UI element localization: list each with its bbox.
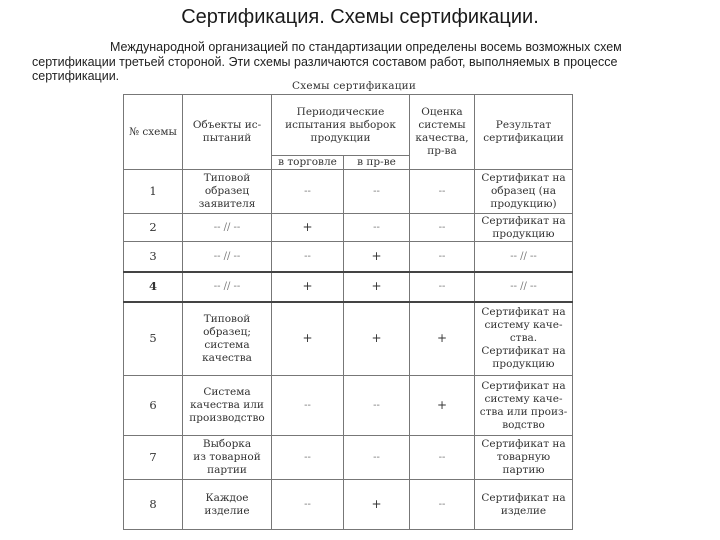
test-object: -- // -- xyxy=(183,272,272,302)
production-test-mark: + xyxy=(344,302,410,376)
trade-test-mark: + xyxy=(272,302,344,376)
quality-mark: -- xyxy=(410,214,475,242)
production-test-mark: -- xyxy=(344,214,410,242)
test-object: Типовой образец; система качества xyxy=(183,302,272,376)
table-row xyxy=(124,272,573,302)
production-test-mark: + xyxy=(344,242,410,272)
table-row xyxy=(124,214,573,242)
scheme-number: 3 xyxy=(124,242,183,272)
header-objects: Объекты ис- пытаний xyxy=(183,95,272,170)
header-scheme-no: № схемы xyxy=(124,95,183,170)
trade-test-mark: + xyxy=(272,214,344,242)
header-result: Результат сертификации xyxy=(475,95,573,170)
certification-result: Сертификат на изделие xyxy=(475,480,573,530)
production-test-mark: -- xyxy=(344,376,410,436)
header-in-trade: в торговле xyxy=(272,156,344,170)
certification-schemes-table xyxy=(123,94,573,530)
certification-result: Сертификат на товарную партию xyxy=(475,436,573,480)
table-caption: Схемы сертификации xyxy=(292,80,417,92)
slide-title: Сертификация. Схемы сертификации. xyxy=(181,6,539,28)
production-test-mark: -- xyxy=(344,436,410,480)
certification-result: Сертификат на продукцию xyxy=(475,214,573,242)
trade-test-mark: -- xyxy=(272,436,344,480)
production-test-mark: + xyxy=(344,480,410,530)
trade-test-mark: -- xyxy=(272,376,344,436)
intro-line-1: Международной организацией по стандартизации определены восемь возможных схем xyxy=(110,40,622,54)
scheme-number: 5 xyxy=(124,302,183,376)
quality-mark: -- xyxy=(410,242,475,272)
table-row xyxy=(124,480,573,530)
trade-test-mark: -- xyxy=(272,480,344,530)
intro-line-3: сертификации. xyxy=(32,69,120,83)
header-periodic-tests: Периодические испытания выборок продукции xyxy=(272,95,410,156)
certification-result: -- // -- xyxy=(475,242,573,272)
test-object: Выборка из товарной партии xyxy=(183,436,272,480)
test-object: Каждое изделие xyxy=(183,480,272,530)
quality-mark: -- xyxy=(410,480,475,530)
scheme-number: 6 xyxy=(124,376,183,436)
scheme-number: 2 xyxy=(124,214,183,242)
trade-test-mark: + xyxy=(272,272,344,302)
scheme-number: 8 xyxy=(124,480,183,530)
production-test-mark: -- xyxy=(344,170,410,214)
quality-mark: -- xyxy=(410,272,475,302)
quality-mark: -- xyxy=(410,436,475,480)
table-row xyxy=(124,242,573,272)
intro-paragraph xyxy=(32,40,700,84)
production-test-mark: + xyxy=(344,272,410,302)
table-row xyxy=(124,302,573,376)
certification-result: Сертификат на систему каче- ства. Сертификат на продукцию xyxy=(475,302,573,376)
scheme-number: 7 xyxy=(124,436,183,480)
trade-test-mark: -- xyxy=(272,170,344,214)
test-object: Система качества или производство xyxy=(183,376,272,436)
table-header-row xyxy=(124,95,573,156)
header-quality-assessment: Оценка системы качества, пр-ва xyxy=(410,95,475,170)
intro-line-2: сертификации третьей стороной. Эти схемы различаются составом работ, выполняемых в процессе xyxy=(32,54,618,69)
table-row xyxy=(124,376,573,436)
certification-result: -- // -- xyxy=(475,272,573,302)
test-object: Типовой образец заявителя xyxy=(183,170,272,214)
trade-test-mark: -- xyxy=(272,242,344,272)
quality-mark: -- xyxy=(410,170,475,214)
certification-result: Сертификат на систему каче- ства или произ- водство xyxy=(475,376,573,436)
quality-mark: + xyxy=(410,302,475,376)
quality-mark: + xyxy=(410,376,475,436)
test-object: -- // -- xyxy=(183,242,272,272)
scheme-number: 4 xyxy=(124,272,183,302)
test-object: -- // -- xyxy=(183,214,272,242)
certification-result: Сертификат на образец (на продукцию) xyxy=(475,170,573,214)
table-row xyxy=(124,436,573,480)
header-in-production: в пр-ве xyxy=(344,156,410,170)
table-row xyxy=(124,170,573,214)
scheme-number: 1 xyxy=(124,170,183,214)
